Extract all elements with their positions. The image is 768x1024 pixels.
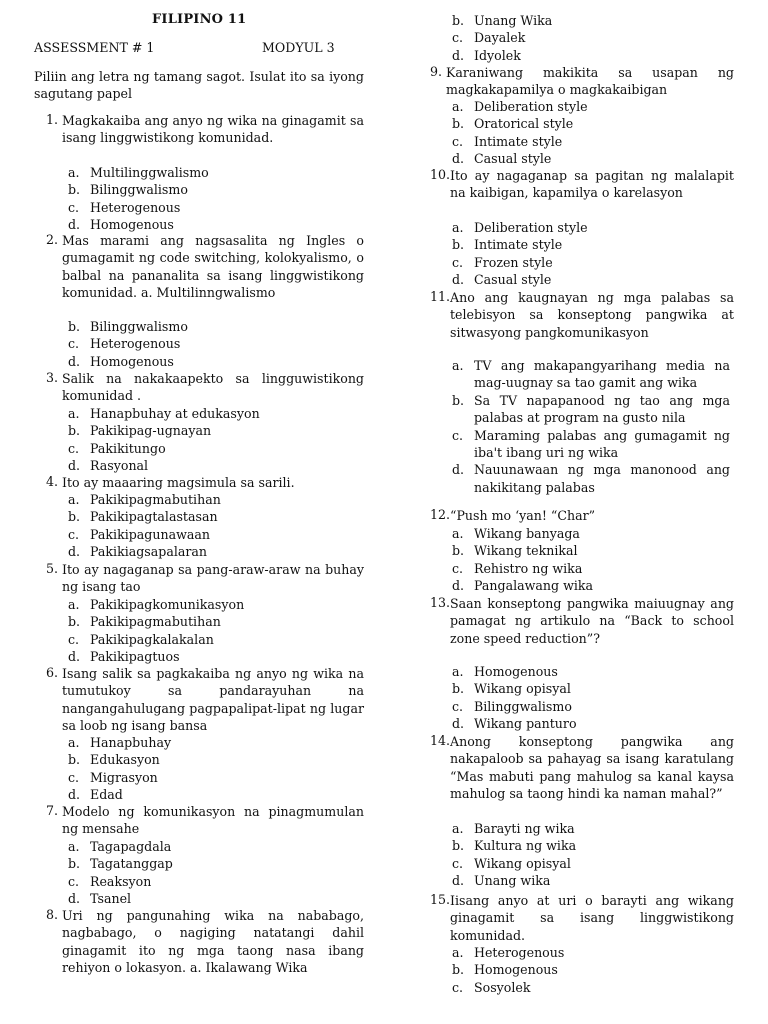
answer-option (452, 133, 730, 150)
question-2 (34, 232, 364, 302)
option-text: Pakikipagkomunikasyon (90, 597, 245, 612)
option-letter: d. (68, 544, 81, 560)
option-text: Pakikipag-ugnayan (90, 423, 212, 439)
options-list-3 (68, 405, 364, 475)
option-letter: c. (452, 698, 464, 714)
question-number: 15. (429, 892, 450, 907)
options-list-8 (452, 12, 734, 64)
option-text: Pakikipagkalakalan (90, 631, 214, 647)
option-text: Wikang panturo (474, 716, 577, 732)
options-list-15 (452, 944, 730, 996)
answer-option (68, 318, 364, 335)
question-text: Ano ang kaugnayan ng mga palabas sa telebisyon sa konseptong pangwika at sitwasyong pangkomunikasyon (450, 290, 734, 340)
options-list-6 (68, 734, 364, 804)
option-letter: a. (68, 165, 80, 180)
module-label: MODYUL 3 (262, 40, 335, 55)
question-7 (34, 803, 364, 838)
answer-option (452, 979, 730, 996)
option-text: Bilinggwalismo (90, 182, 188, 198)
option-letter: b. (452, 392, 465, 408)
option-letter: d. (68, 217, 81, 233)
option-text: Unang wika (474, 873, 551, 889)
option-text: Homogenous (90, 217, 174, 233)
answer-option (452, 357, 730, 392)
option-letter: d. (68, 458, 81, 474)
option-letter: a. (452, 526, 464, 541)
answer-option (452, 944, 730, 961)
answer-option (68, 353, 364, 370)
option-letter: b. (452, 116, 465, 132)
option-text: Reaksyon (90, 873, 152, 889)
option-text: Barayti ng wika (474, 821, 575, 836)
question-3 (34, 370, 364, 405)
option-text: Intimate style (474, 237, 563, 253)
answer-option (452, 837, 730, 854)
option-text: Homogenous (474, 664, 558, 679)
answer-option (68, 873, 364, 890)
option-letter: b. (452, 681, 465, 697)
option-letter: a. (452, 220, 464, 235)
option-letter: d. (452, 578, 465, 594)
option-letter: d. (452, 873, 465, 889)
option-text: Pakikitungo (90, 440, 166, 456)
option-text: Tsanel (90, 891, 132, 907)
answer-option (68, 543, 364, 560)
answer-option (452, 271, 730, 288)
answer-option (68, 164, 364, 181)
question-text: “Push mo ‘yan! “Char” (450, 508, 596, 523)
answer-option (68, 596, 364, 613)
option-text: Rehistro ng wika (474, 560, 583, 576)
answer-option (452, 427, 730, 462)
option-text: Pakikipagmabutihan (90, 614, 221, 630)
answer-option (68, 508, 364, 525)
option-letter: b. (68, 423, 81, 439)
options-list-2 (68, 318, 364, 370)
answer-option (452, 698, 730, 715)
question-number: 8. (45, 907, 58, 922)
option-letter: d. (68, 649, 81, 665)
option-text: Pakikipagmabutihan (90, 492, 221, 507)
answer-option (452, 115, 730, 132)
option-letter: b. (68, 856, 81, 872)
option-letter: a. (452, 664, 464, 679)
question-9 (418, 64, 734, 99)
option-text: Heterogenous (90, 336, 181, 352)
option-text: Hanapbuhay (90, 735, 172, 750)
answer-option (452, 98, 730, 115)
answer-option (68, 631, 364, 648)
option-text: Wikang opisyal (474, 681, 571, 697)
question-number: 3. (45, 370, 58, 385)
options-list-14 (452, 820, 730, 890)
option-letter: b. (68, 319, 81, 334)
option-text: Wikang teknikal (474, 543, 578, 559)
option-text: Maraming palabas ang gumagamit ng iba't ibang uri ng wika (474, 427, 730, 461)
question-text: Modelo ng komunikasyon na pinagmumulan ng mensahe (62, 804, 364, 837)
option-text: Homogenous (474, 962, 558, 978)
answer-option (68, 734, 364, 751)
question-number: 13. (429, 595, 450, 610)
question-12 (418, 507, 734, 524)
option-letter: c. (68, 440, 80, 456)
option-letter: d. (452, 462, 465, 478)
option-text: Edad (90, 787, 123, 803)
option-text: Dayalek (474, 30, 526, 46)
question-5 (34, 561, 364, 596)
question-14 (418, 733, 734, 803)
answer-option (68, 751, 364, 768)
option-letter: b. (68, 182, 81, 198)
option-letter: b. (452, 543, 465, 559)
question-number: 9. (429, 64, 442, 79)
option-text: TV ang makapangyarihang media na mag-uugnay sa tao gamit ang wika (474, 358, 730, 391)
option-letter: c. (452, 254, 464, 270)
question-number: 12. (429, 507, 450, 522)
answer-option (452, 150, 730, 167)
option-text: Kultura ng wika (474, 838, 577, 854)
option-text: Multilinggwalismo (90, 165, 209, 180)
option-text: Deliberation style (474, 220, 588, 235)
option-text: Bilinggwalismo (90, 319, 188, 334)
option-letter: c. (68, 336, 80, 352)
option-text: Heterogenous (90, 199, 181, 215)
options-list-4 (68, 491, 364, 561)
question-text: Ito ay nagaganap sa pang-araw-araw na buhay ng isang tao (62, 562, 364, 595)
question-4 (34, 474, 364, 491)
answer-option (452, 236, 730, 253)
answer-option (452, 680, 730, 697)
option-text: Homogenous (90, 353, 174, 369)
option-letter: c. (452, 133, 464, 149)
answer-option (68, 855, 364, 872)
option-letter: c. (68, 873, 80, 889)
answer-option (452, 855, 730, 872)
option-letter: d. (68, 353, 81, 369)
option-text: Idyolek (474, 47, 521, 63)
option-letter: d. (452, 47, 465, 63)
options-list-5 (68, 596, 364, 666)
option-text: Pangalawang wika (474, 578, 594, 594)
option-letter: c. (452, 979, 464, 995)
answer-option (68, 335, 364, 352)
answer-option (68, 181, 364, 198)
question-text: Salik na nakakaapekto sa lingguwistikong komunidad . (62, 371, 364, 404)
answer-option (68, 769, 364, 786)
answer-option (452, 715, 730, 732)
options-list-12 (452, 525, 730, 595)
option-text: Unang Wika (474, 13, 553, 28)
question-number: 5. (45, 561, 58, 576)
option-letter: c. (68, 769, 80, 785)
question-text: Magkakaiba ang anyo ng wika na ginagamit sa isang linggwistikong komunidad. (62, 113, 364, 146)
option-letter: a. (452, 945, 464, 960)
option-letter: a. (68, 735, 80, 750)
answer-option (68, 613, 364, 630)
answer-option (452, 254, 730, 271)
option-letter: d. (452, 151, 465, 167)
option-text: Pakikipagtalastasan (90, 509, 218, 525)
question-text: Mas marami ang nagsasalita ng Ingles o gumagamit ng code switching, kolokyalismo, o balbal na pananalita sa isang linggwistikong komunidad. a. Multilinngwalismo (62, 233, 364, 301)
option-letter: d. (452, 272, 465, 288)
answer-option (452, 663, 730, 680)
question-8 (34, 907, 364, 977)
answer-option (68, 526, 364, 543)
question-number: 6. (45, 665, 58, 680)
question-10 (418, 167, 734, 202)
option-text: Frozen style (474, 254, 553, 270)
option-text: Pakikiagsapalaran (90, 544, 208, 560)
option-letter: c. (452, 427, 464, 443)
option-letter: b. (452, 237, 465, 253)
question-number: 14. (429, 733, 450, 748)
answer-option (452, 461, 730, 496)
question-number: 10. (429, 167, 450, 182)
answer-option (452, 961, 730, 978)
answer-option (68, 216, 364, 233)
option-letter: a. (68, 492, 80, 507)
option-text: Casual style (474, 272, 552, 288)
option-text: Hanapbuhay at edukasyon (90, 406, 260, 421)
answer-option (68, 491, 364, 508)
option-letter: d. (68, 891, 81, 907)
answer-option (68, 890, 364, 907)
instructions: Piliin ang letra ng tamang sagot. Isulat ito sa iyong sagutang papel (34, 69, 364, 102)
question-text: Iisang anyo at uri o barayti ang wikang ginagamit sa isang linggwistikong komunidad. (450, 893, 734, 943)
option-text: Migrasyon (90, 769, 158, 785)
answer-option (452, 525, 730, 542)
option-text: Tagapagdala (90, 839, 172, 854)
option-letter: b. (68, 509, 81, 525)
answer-option (452, 542, 730, 559)
question-text: Anong konseptong pangwika ang nakapaloob sa pahayag sa isang karatulang “Mas mabuti pang mahulog sa kanal kaysa mahulog sa taong hindi ka naman mahal?” (450, 734, 734, 802)
options-list-13 (452, 663, 730, 733)
option-text: Edukasyon (90, 752, 160, 768)
option-text: Heterogenous (474, 945, 565, 960)
question-number: 7. (45, 803, 58, 818)
question-number: 2. (45, 232, 58, 247)
options-list-11 (452, 357, 730, 496)
question-text: Ito ay nagaganap sa pagitan ng malalapit na kaibigan, kapamilya o karelasyon (450, 168, 734, 201)
question-number: 4. (45, 474, 58, 489)
option-text: Pakikipagtuos (90, 649, 180, 665)
question-text: Saan konseptong pangwika maiuugnay ang pamagat ng artikulo na “Back to school zone speed reduction”? (450, 596, 734, 646)
option-letter: c. (68, 526, 80, 542)
option-letter: d. (68, 787, 81, 803)
option-text: Rasyonal (90, 458, 149, 474)
assessment-label: ASSESSMENT # 1 (34, 40, 155, 55)
answer-option (68, 199, 364, 216)
question-11 (418, 289, 734, 341)
question-text: Karaniwang makikita sa usapan ng magkakapamilya o magkakaibigan (446, 65, 734, 98)
options-list-1 (68, 164, 364, 234)
question-13 (418, 595, 734, 647)
option-text: Sa TV napapanood ng tao ang mga palabas at program na gusto nila (474, 392, 730, 426)
option-letter: d. (452, 716, 465, 732)
option-letter: a. (452, 99, 464, 114)
option-letter: c. (68, 631, 80, 647)
question-number: 1. (45, 112, 58, 127)
answer-option (452, 392, 730, 427)
answer-option (452, 12, 734, 29)
option-text: Deliberation style (474, 99, 588, 114)
answer-option (68, 648, 364, 665)
answer-option (452, 577, 730, 594)
answer-option (452, 872, 730, 889)
option-letter: a. (452, 358, 464, 373)
page-title: FILIPINO 11 (152, 12, 247, 27)
option-letter: a. (68, 597, 80, 612)
answer-option (452, 219, 730, 236)
option-text: Casual style (474, 151, 552, 167)
option-text: Nauunawaan ng mga manonood ang nakikitang palabas (474, 462, 730, 495)
option-letter: c. (452, 855, 464, 871)
option-letter: c. (452, 560, 464, 576)
option-letter: c. (68, 199, 80, 215)
answer-option (68, 422, 364, 439)
option-text: Intimate style (474, 133, 563, 149)
question-text: Uri ng pangunahing wika na nababago, nagbabago, o nagiging natatangi dahil ginagamit ito ng mga taong nasa ibang rehiyon o lokasyon. a. Ikalawang Wika (62, 908, 364, 976)
question-text: Isang salik sa pagkakaiba ng anyo ng wika na tumutukoy sa pandarayuhan na nangangahulugang pagpapalipat-lipat ng lugar sa loob ng isang bansa (62, 666, 364, 734)
option-text: Bilinggwalismo (474, 698, 572, 714)
answer-option (452, 820, 730, 837)
answer-option (68, 838, 364, 855)
option-letter: b. (68, 752, 81, 768)
answer-option (68, 786, 364, 803)
answer-option (68, 457, 364, 474)
option-letter: b. (452, 13, 465, 28)
question-1 (34, 112, 364, 147)
option-text: Oratorical style (474, 116, 574, 132)
options-list-7 (68, 838, 364, 908)
option-text: Tagatanggap (90, 856, 173, 872)
option-letter: b. (68, 614, 81, 630)
answer-option (68, 440, 364, 457)
option-letter: a. (68, 406, 80, 421)
option-text: Wikang banyaga (474, 526, 580, 541)
option-letter: b. (452, 838, 465, 854)
option-letter: a. (68, 839, 80, 854)
answer-option (68, 405, 364, 422)
options-list-9 (452, 98, 730, 168)
question-text: Ito ay maaaring magsimula sa sarili. (62, 475, 295, 490)
answer-option (452, 47, 734, 64)
answer-option (452, 560, 730, 577)
option-text: Sosyolek (474, 979, 531, 995)
option-letter: c. (452, 30, 464, 46)
option-letter: a. (452, 821, 464, 836)
question-6 (34, 665, 364, 735)
question-number: 11. (429, 289, 450, 304)
answer-option (452, 29, 734, 46)
question-15 (418, 892, 734, 944)
option-letter: b. (452, 962, 465, 978)
options-list-10 (452, 219, 730, 289)
option-text: Wikang opisyal (474, 855, 571, 871)
option-text: Pakikipagunawaan (90, 526, 211, 542)
